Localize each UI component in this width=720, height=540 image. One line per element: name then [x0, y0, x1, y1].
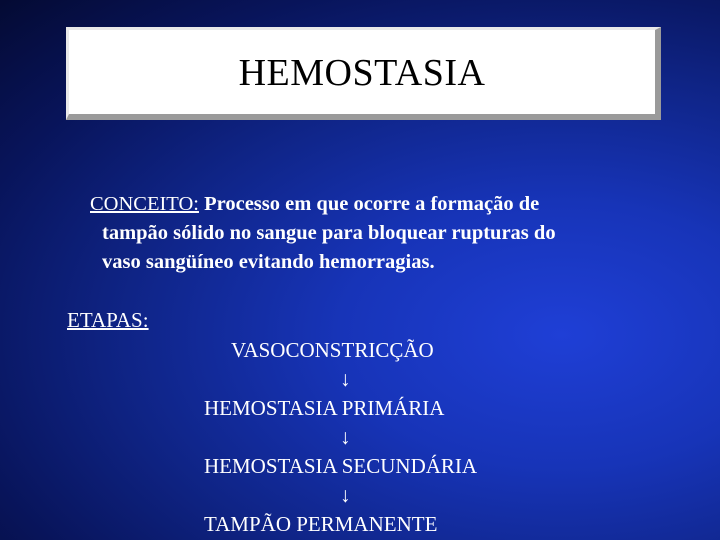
title-box [66, 27, 661, 120]
down-arrow-icon: ↓ [340, 425, 351, 449]
down-arrow-icon: ↓ [340, 483, 351, 507]
stage-secondary-hemostasis: HEMOSTASIA SECUNDÁRIA [204, 454, 478, 478]
concept-line-1: Processo em que ocorre a formação de [198, 193, 540, 215]
stage-permanent-plug: TAMPÃO PERMANENTE [204, 512, 438, 536]
concept-line-3: vaso sangüíneo evitando hemorragias. [102, 251, 435, 273]
stages-label: ETAPAS: [67, 308, 149, 332]
concept-paragraph [90, 190, 650, 277]
stage-primary-hemostasis: HEMOSTASIA PRIMÁRIA [204, 396, 445, 420]
down-arrow-icon: ↓ [340, 367, 351, 391]
concept-line-2: tampão sólido no sangue para bloquear rupturas do [102, 222, 556, 244]
stages-flow [204, 336, 624, 539]
concept-label: CONCEITO: [90, 193, 199, 215]
slide-title: HEMOSTASIA [238, 52, 486, 94]
stage-vasoconstriction: VASOCONSTRICÇÃO [231, 338, 434, 362]
